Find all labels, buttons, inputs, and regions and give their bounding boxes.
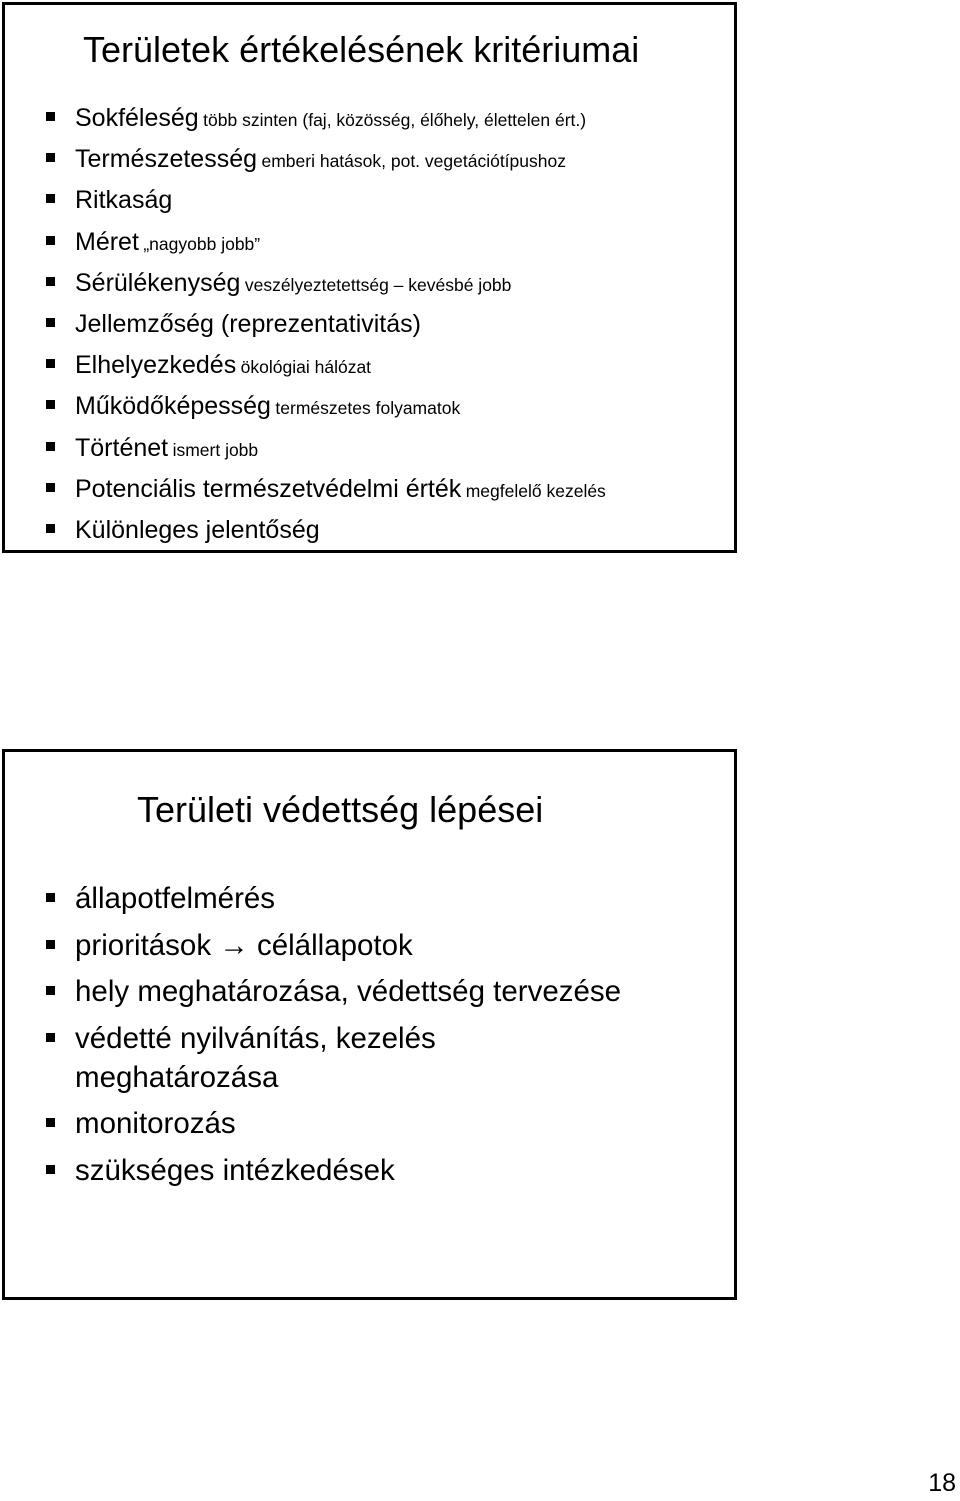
square-bullet-icon — [46, 277, 55, 286]
square-bullet-icon — [46, 483, 55, 492]
slide-protection-steps — [2, 749, 737, 1300]
list-item — [5, 302, 606, 343]
item-main: Jellemzőség (reprezentativitás) — [75, 309, 421, 338]
item-text: védetté nyilvánítás, kezelés — [75, 1021, 436, 1055]
item-text: monitorozás — [75, 1107, 236, 1140]
square-bullet-icon — [46, 400, 55, 409]
item-sub: természetes folyamatok — [275, 398, 461, 419]
list-item — [5, 343, 606, 384]
square-bullet-icon — [46, 318, 55, 327]
page-number: 18 — [928, 1469, 956, 1497]
slide-title: Területi védettség lépései — [137, 789, 544, 830]
slide-title: Területek értékelésének kritériumai — [83, 29, 640, 70]
square-bullet-icon — [46, 940, 55, 949]
item-sub: emberi hatások, pot. vegetációtípushoz — [261, 151, 566, 172]
list-item — [5, 467, 606, 508]
steps-list — [5, 879, 621, 1197]
item-text: hely meghatározása, védettség tervezése — [75, 975, 622, 1008]
square-bullet-icon — [46, 194, 55, 203]
item-text-continued: meghatározása — [75, 1060, 279, 1094]
square-bullet-icon — [46, 893, 55, 902]
item-main: Sérülékenység — [75, 268, 241, 297]
item-sub: veszélyeztetettség – kevésbé jobb — [244, 274, 512, 295]
square-bullet-icon — [46, 236, 55, 245]
square-bullet-icon — [46, 359, 55, 368]
item-main: Működőképesség — [75, 392, 271, 421]
item-sub: „nagyobb jobb” — [143, 233, 261, 254]
item-text: prioritások → célállapotok — [75, 928, 413, 962]
item-sub: ismert jobb — [172, 439, 259, 460]
list-item — [5, 384, 606, 425]
item-main: Ritkaság — [75, 186, 173, 215]
square-bullet-icon — [46, 1118, 55, 1127]
list-item — [5, 220, 606, 261]
square-bullet-icon — [46, 1033, 55, 1042]
item-sub: több szinten (faj, közösség, élőhely, élettelen ért.) — [203, 110, 587, 130]
item-sub: megfelelő kezelés — [465, 480, 606, 501]
item-main: Méret — [75, 227, 139, 256]
square-bullet-icon — [46, 153, 55, 162]
list-item — [5, 508, 606, 549]
item-main: Elhelyezkedés — [75, 351, 237, 380]
item-text: szükséges intézkedések — [75, 1153, 395, 1187]
square-bullet-icon — [46, 112, 55, 121]
square-bullet-icon — [46, 524, 55, 533]
item-main: Különleges jelentőség — [75, 515, 320, 544]
item-main: Potenciális természetvédelmi érték — [75, 474, 462, 503]
list-item — [5, 1104, 621, 1143]
list-item — [5, 926, 621, 965]
item-text: állapotfelmérés — [75, 882, 276, 915]
list-item — [5, 879, 621, 918]
item-main: Történet — [75, 433, 169, 462]
square-bullet-icon — [46, 442, 55, 451]
list-item — [5, 137, 606, 178]
item-sub: ökológiai hálózat — [240, 357, 372, 378]
slide-criteria — [2, 2, 737, 553]
list-item — [5, 261, 606, 302]
list-item — [5, 972, 621, 1011]
item-main: Természetesség — [75, 145, 258, 174]
list-item — [5, 1151, 621, 1190]
list-item — [5, 1019, 621, 1097]
item-main: Sokféleség — [75, 104, 199, 132]
square-bullet-icon — [46, 1165, 55, 1174]
list-item — [5, 178, 606, 219]
criteria-list — [5, 96, 606, 549]
list-item — [5, 96, 606, 137]
square-bullet-icon — [46, 986, 55, 995]
list-item — [5, 426, 606, 467]
